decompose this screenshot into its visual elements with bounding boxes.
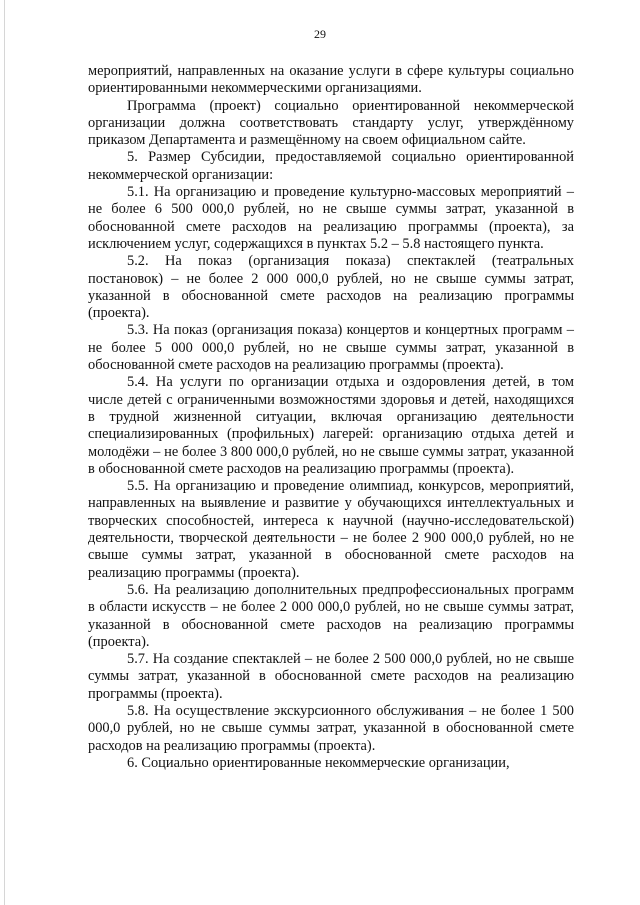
paragraph-5-subsidy-size: 5. Размер Субсидии, предоставляемой социально ориентированной некоммерческой организации: bbox=[88, 149, 574, 183]
paragraph-continuation: мероприятий, направленных на оказание услуги в сфере культуры социально ориентированными некоммерческими организациями. bbox=[88, 63, 574, 97]
paragraph-5-4: 5.4. На услуги по организации отдыха и оздоровления детей, в том числе детей с ограниченными возможностями здоровья и детей, находящихся в трудной жизненной ситуации, включая организацию деятельности специализированных (профильных) лагерей: организацию отдыха детей и молодёжи – не более 3 800 000,0 рублей, но не свыше суммы затрат, указанной в обоснованной смете расходов на реализацию программы (проекта). bbox=[88, 374, 574, 477]
paragraph-5-3: 5.3. На показ (организация показа) концертов и концертных программ – не более 5 000 000,0 рублей, но не свыше суммы затрат, указанной в обоснованной смете расходов на реализацию программы (проекта). bbox=[88, 322, 574, 374]
paragraph-5-7: 5.7. На создание спектаклей – не более 2 500 000,0 рублей, но не свыше суммы затрат, указанной в обоснованной смете расходов на реализацию программы (проекта). bbox=[88, 651, 574, 702]
paragraph-program-standard: Программа (проект) социально ориентированной некоммерческой организации должна соответствовать стандарту услуг, утверждённому приказом Департамента и размещённому на своем официальном сайте. bbox=[88, 97, 574, 149]
paragraph-6: 6. Социально ориентированные некоммерческие организации, bbox=[127, 754, 510, 771]
paragraph-5-2: 5.2. На показ (организация показа) спектаклей (театральных постановок) – не более 2 000 000,0 рублей, но не свыше суммы затрат, указанной в обоснованной смете расходов на реализацию программы (проекта). bbox=[88, 253, 574, 322]
page-number: 29 bbox=[314, 27, 326, 41]
document-body bbox=[88, 63, 574, 772]
paragraph-5-5: 5.5. На организацию и проведение олимпиад, конкурсов, мероприятий, направленных на выявление и развитие у обучающихся интеллектуальных и творческих способностей, интереса к научной (научно-исследовательской) деятельности, творческой деятельности – не более 2 900 000,0 рублей, но не свыше суммы затрат, указанной в обоснованной смете расходов на реализацию программы (проекта). bbox=[88, 478, 574, 581]
paragraph-5-6: 5.6. На реализацию дополнительных предпрофессиональных программ в области искусств – не более 2 000 000,0 рублей, но не свыше суммы затрат, указанной в обоснованной смете расходов на реализацию программы (проекта). bbox=[88, 581, 574, 650]
scan-edge-line bbox=[4, 0, 5, 905]
paragraph-5-8: 5.8. На осуществление экскурсионного обслуживания – не более 1 500 000,0 рублей, но не свыше суммы затрат, указанной в обоснованной смете расходов на реализацию программы (проекта). bbox=[88, 702, 574, 754]
paragraph-5-1: 5.1. На организацию и проведение культурно-массовых мероприятий – не более 6 500 000,0 рублей, но не свыше суммы затрат, указанной в обоснованной смете расходов на реализацию программы (проекта), за исключением услуг, содержащихся в пунктах 5.2 – 5.8 настоящего пункта. bbox=[88, 184, 574, 252]
